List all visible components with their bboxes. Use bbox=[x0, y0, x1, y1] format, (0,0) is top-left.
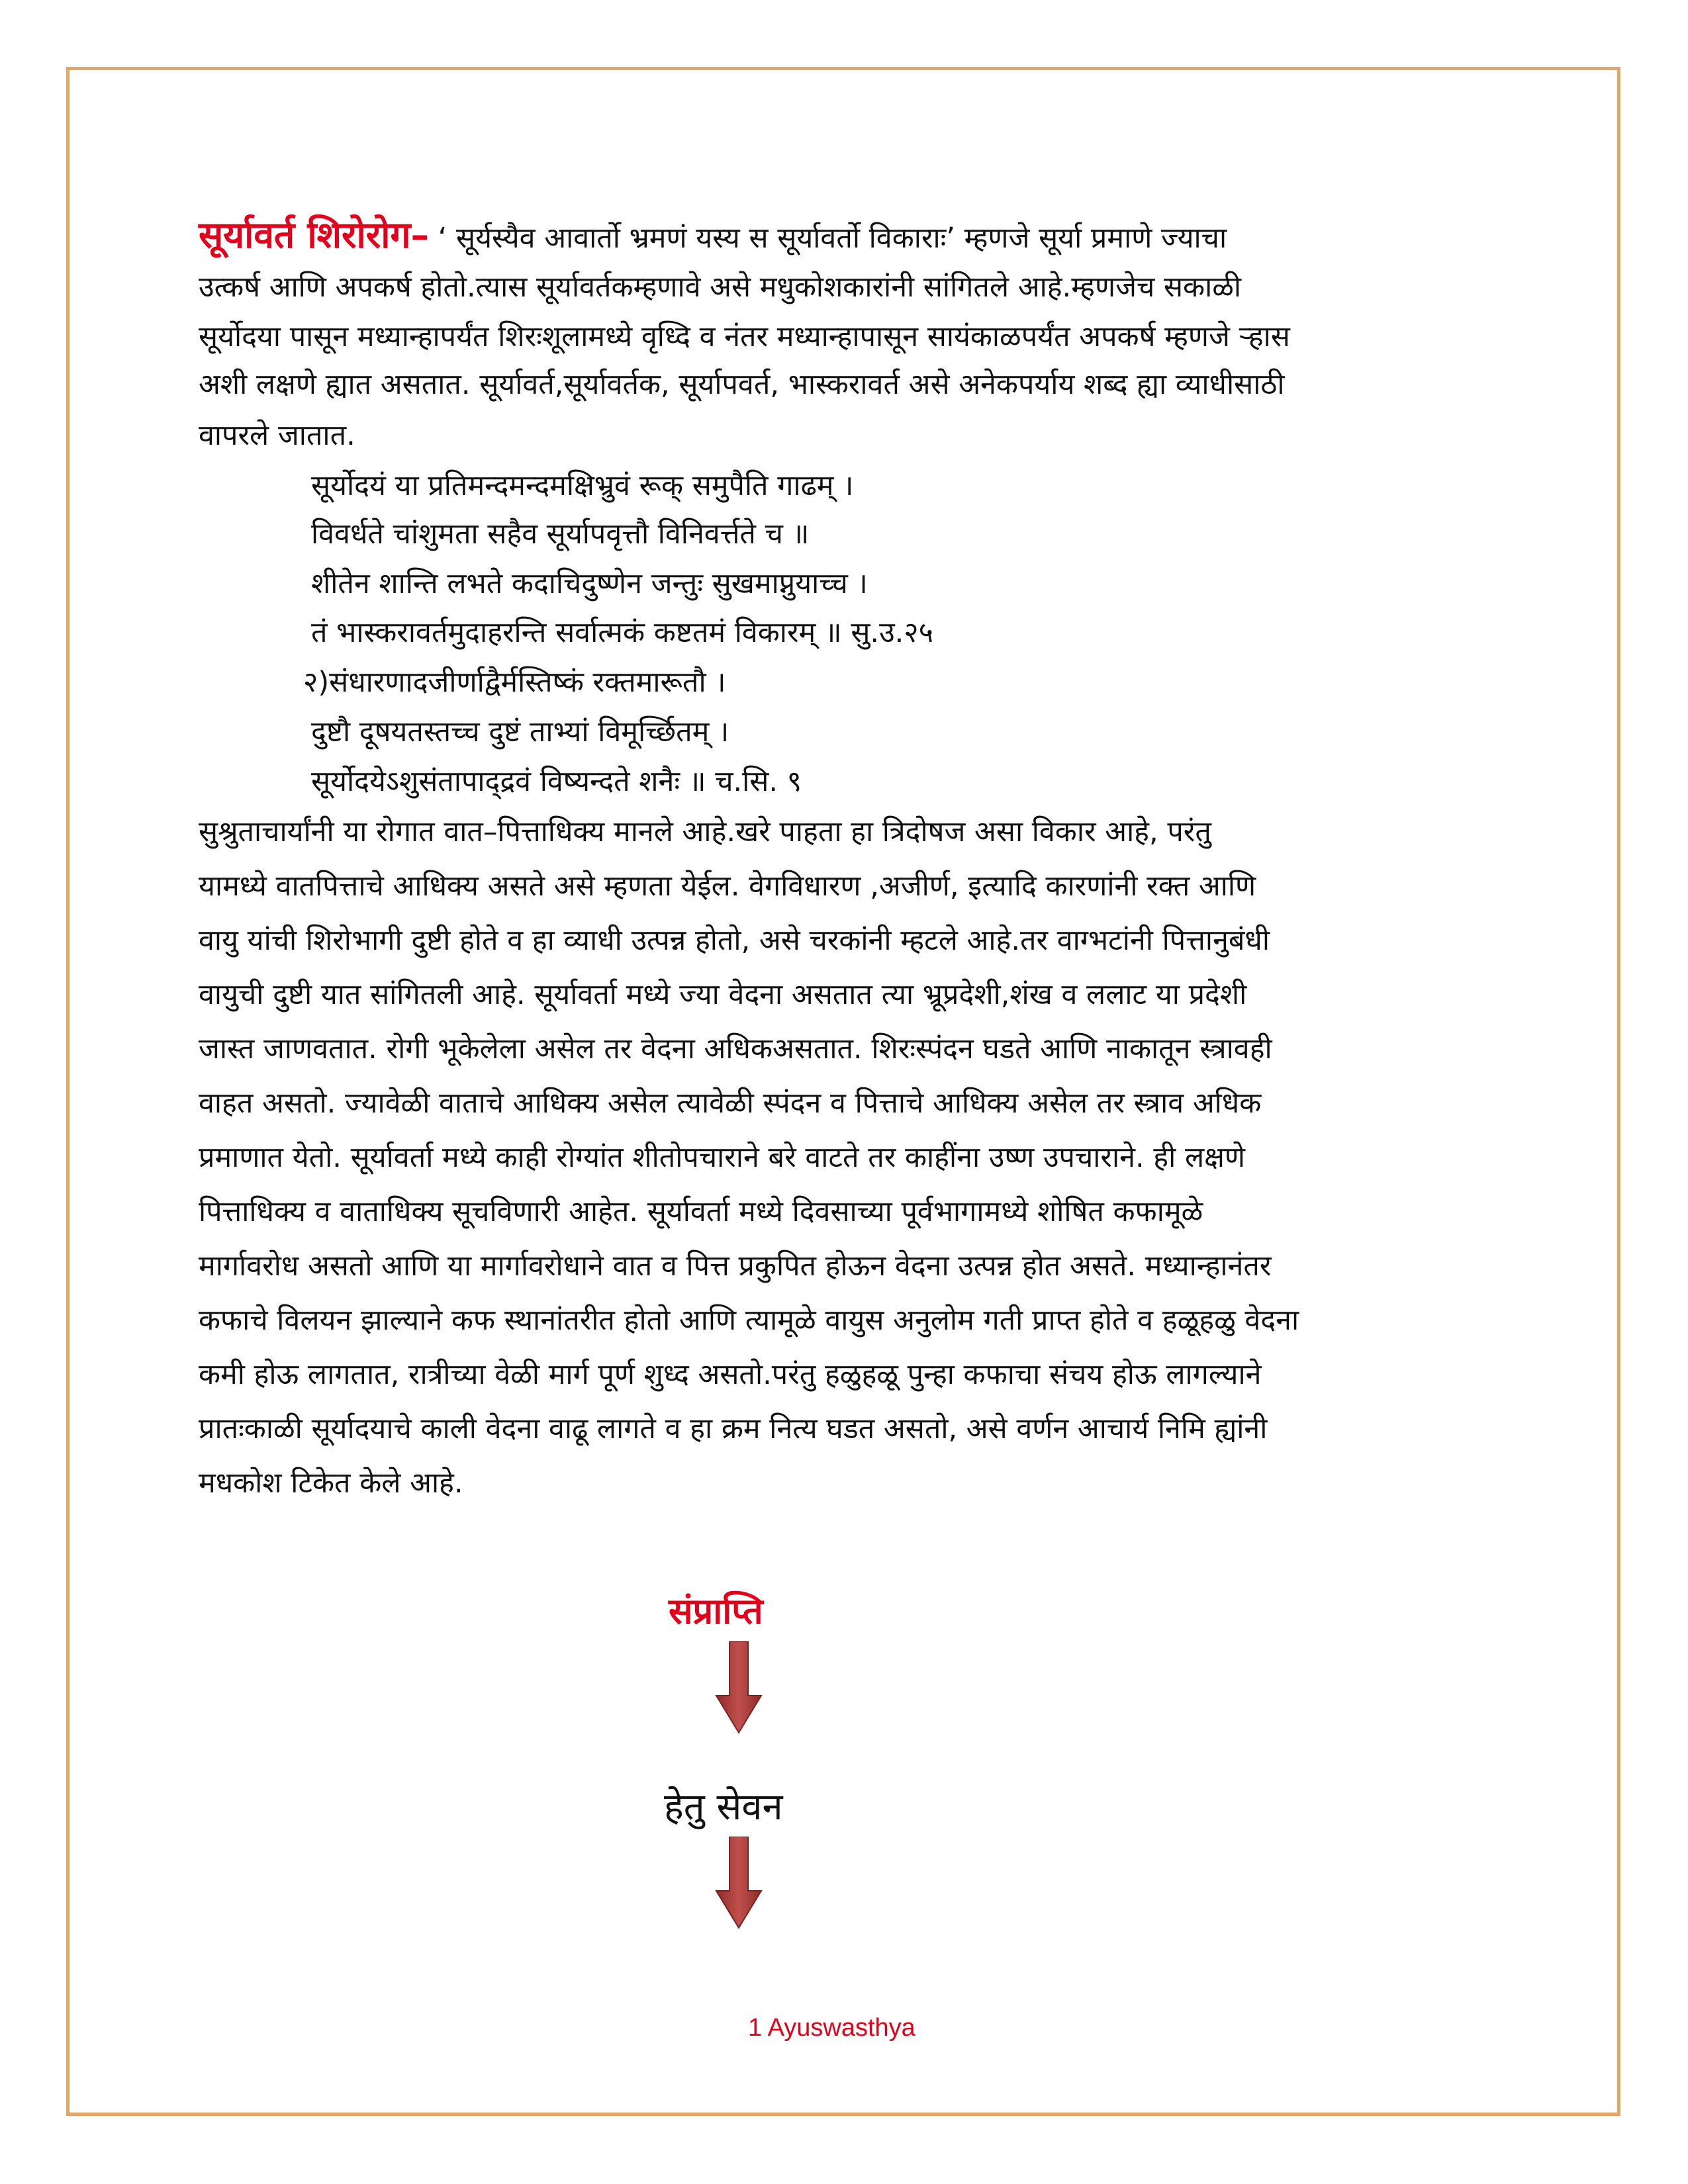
verse-line-5: २)संधारणादजीर्णाद्वैर्मस्तिष्कं रक्तमारूतौ । bbox=[303, 666, 726, 699]
paragraph2-line-7: प्रमाणात येतो. सूर्यावर्ता मध्ये काही रोग्यांत शीतोपचाराने बरे वाटते तर काहींना उष्ण उपचाराने. ही लक्षणे bbox=[199, 1141, 1246, 1174]
paragraph2-line-6: वाहत असतो. ज्यावेळी वाताचे आधिक्य असेल त्यावेळी स्पंदन व पित्ताचे आधिक्य असेल तर स्त्राव अधिक bbox=[199, 1087, 1262, 1120]
paragraph2-line-4: वायुची दुष्टी यात सांगितली आहे. सूर्यावर्ता मध्ये ज्या वेदना असतात त्या भ्रूप्रदेशी,शंख व ललाट या प्रदेशी bbox=[199, 978, 1247, 1011]
paragraph2-line-10: कफाचे विलयन झाल्याने कफ स्थानांतरीत होतो आणि त्यामूळे वायुस अनुलोम गती प्राप्त होते व हळूहळु वेदना bbox=[199, 1304, 1299, 1337]
verse-line-6: दुष्टौ दूषयतस्तच्च दुष्टं ताभ्यां विमूर्च्छितम् । bbox=[311, 715, 729, 749]
paragraph1-line-5: वापरले जातात. bbox=[199, 419, 355, 452]
paragraph2-line-3: वायु यांची शिरोभागी दुष्टी होते व हा व्याधी उत्पन्न होतो, असे चरकांनी म्हटले आहे.तर वाग्भटांनी पित्तानुबंधी bbox=[199, 924, 1270, 957]
verse-line-1: सूर्योदयं या प्रतिमन्दमन्दमक्षिभ्रुवं रूक् समुपैति गाढम् । bbox=[311, 469, 854, 502]
paragraph2-line-2: यामध्ये वातपित्ताचे आधिक्य असते असे म्हणता येईल. वेगविधारण ,अजीर्ण, इत्यादि कारणांनी रक्त आणि bbox=[199, 870, 1256, 903]
paragraph2-line-5: जास्त जाणवतात. रोगी भूकेलेला असेल तर वेदना अधिकअसतात. शिरःस्पंदन घडते आणि नाकातून स्त्रावही bbox=[199, 1032, 1272, 1066]
flow-step-hetu-sevan: हेतु सेवन bbox=[664, 1786, 783, 1829]
paragraph2-line-8: पित्ताधिक्य व वाताधिक्य सूचविणारी आहेत. सूर्यावर्ता मध्ये दिवसाच्या पूर्वभागामध्ये शोषित कफामूळे bbox=[199, 1195, 1203, 1228]
paragraph1-line-4: अशी लक्षणे ह्यात असतात. सूर्यावर्त,सूर्यावर्तक, सूर्यापवर्त, भास्करावर्त असे अनेकपर्याय शब्द ह्या व्याधीसाठी bbox=[199, 368, 1285, 401]
paragraph2-line-1: सुश्रुताचार्यांनी या रोगात वात–पित्ताधिक्य मानले आहे.खरे पाहता हा त्रिदोषज असा विकार आहे, परंतु bbox=[199, 815, 1211, 848]
down-arrow-icon bbox=[715, 1837, 763, 1929]
paragraph2-line-9: मार्गावरोध असतो आणि या मार्गावरोधाने वात व पित्त प्रकुपित होऊन वेदना उत्पन्न होत असते. मध्यान्हानंतर bbox=[199, 1250, 1272, 1283]
flow-heading: संप्राप्ति bbox=[669, 1590, 763, 1632]
title-line bbox=[199, 214, 1227, 256]
paragraph1-line-2: उत्कर्ष आणि अपकर्ष होतो.त्यास सूर्यावर्तकम्हणावे असे मधुकोशकारांनी सांगितले आहे.म्हणजेच सकाळी bbox=[199, 271, 1242, 304]
verse-line-3: शीतेन शान्ति लभते कदाचिदुष्णेन जन्तुः सुखमाप्नुयाच्च । bbox=[311, 567, 868, 600]
paragraph1-line-3: सूर्योदया पासून मध्यान्हापर्यंत शिरःशूलामध्ये वृध्दि व नंतर मध्यान्हापासून सायंकाळपर्यंत अपकर्ष म्हणजे ऱ्हास bbox=[199, 320, 1290, 353]
paragraph2-line-11: कमी होऊ लागतात, रात्रीच्या वेळी मार्ग पूर्ण शुध्द असतो.परंतु हळुहळू पुन्हा कफाचा संचय होऊ लागल्याने bbox=[199, 1358, 1262, 1391]
verse-line-2: विवर्धते चांशुमता सहैव सूर्यापवृत्तौ विनिवर्त्तते च ॥ bbox=[311, 518, 810, 551]
down-arrow-icon bbox=[715, 1641, 763, 1734]
section-title: सूर्यावर्त शिरोरोग– bbox=[199, 214, 429, 256]
page-footer: 1 Ayuswasthya bbox=[748, 2014, 915, 2042]
paragraph2-line-12: प्रातःकाळी सूर्यादयाचे काली वेदना वाढू लागते व हा क्रम नित्य घडत असतो, असे वर्णन आचार्य निमि ह्यांनी bbox=[199, 1412, 1268, 1445]
verse-line-7: सूर्योदयेऽशुसंतापाद्द्रवं विष्यन्दते शनैः ॥ च.सि. ९ bbox=[311, 765, 802, 798]
verse-line-4: तं भास्करावर्तमुदाहरन्ति सर्वात्मकं कष्टतमं विकारम् ॥ सु.उ.२५ bbox=[311, 616, 934, 649]
paragraph2-line-13: मधकोश टिकेत केले आहे. bbox=[199, 1467, 463, 1500]
paragraph1-line-1: ‘ सूर्यस्यैव आवार्तो भ्रमणं यस्य स सूर्यावर्तो विकाराः’ म्हणजे सूर्या प्रमाणे ज्याचा bbox=[438, 222, 1227, 255]
